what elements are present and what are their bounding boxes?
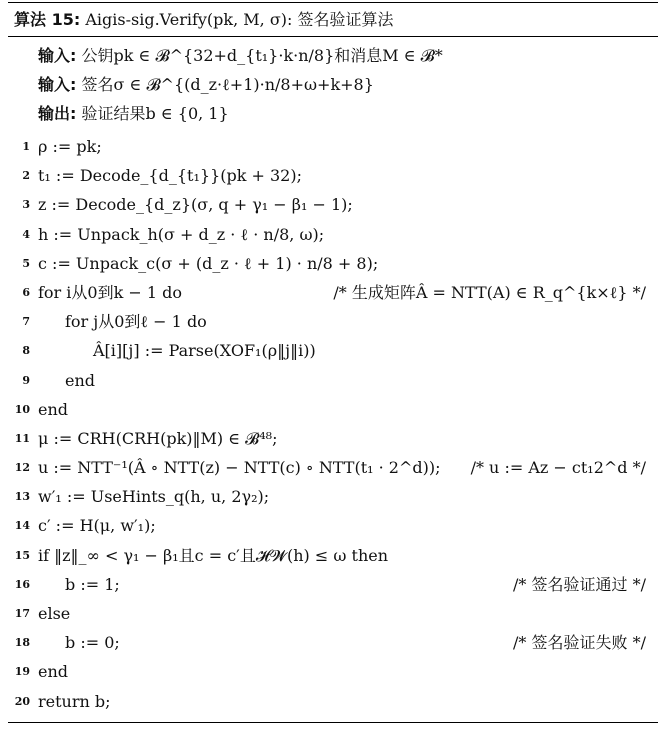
line-comment: /* u := Az − ct₁2^d */ xyxy=(470,458,646,478)
algorithm-line-13 xyxy=(8,482,658,511)
line-code: else xyxy=(38,604,71,623)
line-code: if ‖z‖_∞ < γ₁ − β₁且c = c′且𝓗𝓦(h) ≤ ω then xyxy=(38,545,389,565)
line-number: 3 xyxy=(22,198,30,212)
io-label: 输入: xyxy=(38,75,77,94)
algorithm-line-6 xyxy=(8,278,658,307)
algorithm-line-5 xyxy=(8,249,658,278)
algorithm-line-7 xyxy=(8,307,658,336)
io-text: 验证结果b ∈ {0, 1} xyxy=(81,104,229,123)
line-number: 14 xyxy=(14,519,30,533)
line-code: z := Decode_{d_z}(σ, q + γ₁ − β₁ − 1); xyxy=(38,195,353,215)
line-number: 10 xyxy=(14,402,30,416)
line-number: 1 xyxy=(22,140,30,153)
line-code: Â[i][j] := Parse(XOF₁(ρ‖j‖i)) xyxy=(93,341,316,361)
algorithm-line-8 xyxy=(8,336,658,365)
line-number: 11 xyxy=(14,431,30,445)
algorithm-line-19 xyxy=(8,657,658,686)
io-input-1 xyxy=(8,41,658,70)
io-output xyxy=(8,99,658,128)
line-code: h := Unpack_h(σ + d_z · ℓ · n/8, ω); xyxy=(38,224,325,244)
line-code: w′₁ := UseHints_q(h, u, 2γ₂); xyxy=(38,487,270,507)
algorithm-line-1 xyxy=(8,132,658,161)
algorithm-line-15 xyxy=(8,541,658,570)
line-code: end xyxy=(38,662,69,682)
line-number: 17 xyxy=(14,607,30,620)
io-text: 公钥pk ∈ 𝓑^{32+d_{t₁}·k·n/8}和消息M ∈ 𝓑* xyxy=(81,46,443,65)
line-code: u := NTT⁻¹(Â ∘ NTT(z) − NTT(c) ∘ NTT(t₁ · 2^d)); xyxy=(38,458,441,478)
line-code: return b; xyxy=(38,691,111,711)
algorithm-line-16 xyxy=(8,570,658,599)
line-number: 9 xyxy=(22,373,30,387)
line-number: 20 xyxy=(14,694,30,708)
line-comment: /* 签名验证通过 */ xyxy=(513,574,646,594)
line-code: ρ := pk; xyxy=(38,137,102,156)
algorithm-line-3 xyxy=(8,190,658,219)
line-code: c′ := H(μ, w′₁); xyxy=(38,516,156,536)
line-number: 4 xyxy=(22,227,30,241)
line-code: for i从0到k − 1 do xyxy=(38,282,183,302)
caption-title: Aigis-sig.Verify(pk, M, σ): 签名验证算法 xyxy=(85,10,394,29)
algorithm-line-10 xyxy=(8,395,658,424)
line-code: for j从0到ℓ − 1 do xyxy=(65,312,207,332)
algorithm-line-17 xyxy=(8,599,658,628)
line-number: 5 xyxy=(22,256,30,270)
algorithm-line-18 xyxy=(8,628,658,657)
line-code: end xyxy=(65,370,96,390)
line-code: end xyxy=(38,399,69,419)
caption-label: 算法 15: xyxy=(14,10,81,29)
algorithm-line-14 xyxy=(8,511,658,540)
line-number: 6 xyxy=(22,285,30,299)
line-number: 18 xyxy=(14,636,30,650)
algorithm-block xyxy=(8,2,658,723)
line-code: μ := CRH(CRH(pk)‖M) ∈ 𝓑⁴⁸; xyxy=(38,428,278,448)
io-input-2 xyxy=(8,70,658,99)
io-label: 输入: xyxy=(38,46,77,65)
line-number: 19 xyxy=(14,665,30,679)
algorithm-line-2 xyxy=(8,161,658,190)
algorithm-line-20 xyxy=(8,687,658,716)
line-code: c := Unpack_c(σ + (d_z · ℓ + 1) · n/8 + 8); xyxy=(38,253,379,273)
line-number: 13 xyxy=(14,490,30,504)
algorithm-line-4 xyxy=(8,220,658,249)
algorithm-caption xyxy=(8,3,658,36)
line-code: b := 0; xyxy=(65,633,120,653)
line-comment: /* 签名验证失败 */ xyxy=(513,633,646,653)
bottom-rule xyxy=(8,722,658,723)
caption-rule xyxy=(8,36,658,37)
algorithm-lines xyxy=(8,132,658,716)
line-number: 2 xyxy=(22,169,30,183)
line-comment: /* 生成矩阵Â = NTT(A) ∈ R_q^{k×ℓ} */ xyxy=(333,282,646,302)
line-number: 7 xyxy=(22,315,30,329)
algorithm-line-9 xyxy=(8,366,658,395)
algorithm-line-11 xyxy=(8,424,658,453)
line-code: t₁ := Decode_{d_{t₁}}(pk + 32); xyxy=(38,166,302,186)
line-number: 16 xyxy=(14,577,30,591)
line-code: b := 1; xyxy=(65,574,120,594)
io-label: 输出: xyxy=(38,104,77,123)
line-number: 15 xyxy=(14,548,30,562)
line-number: 12 xyxy=(14,461,30,475)
algorithm-line-12 xyxy=(8,453,658,482)
io-block xyxy=(8,41,658,128)
line-number: 8 xyxy=(22,344,30,358)
io-text: 签名σ ∈ 𝓑^{(d_z·ℓ+1)·n/8+ω+k+8} xyxy=(81,75,374,94)
